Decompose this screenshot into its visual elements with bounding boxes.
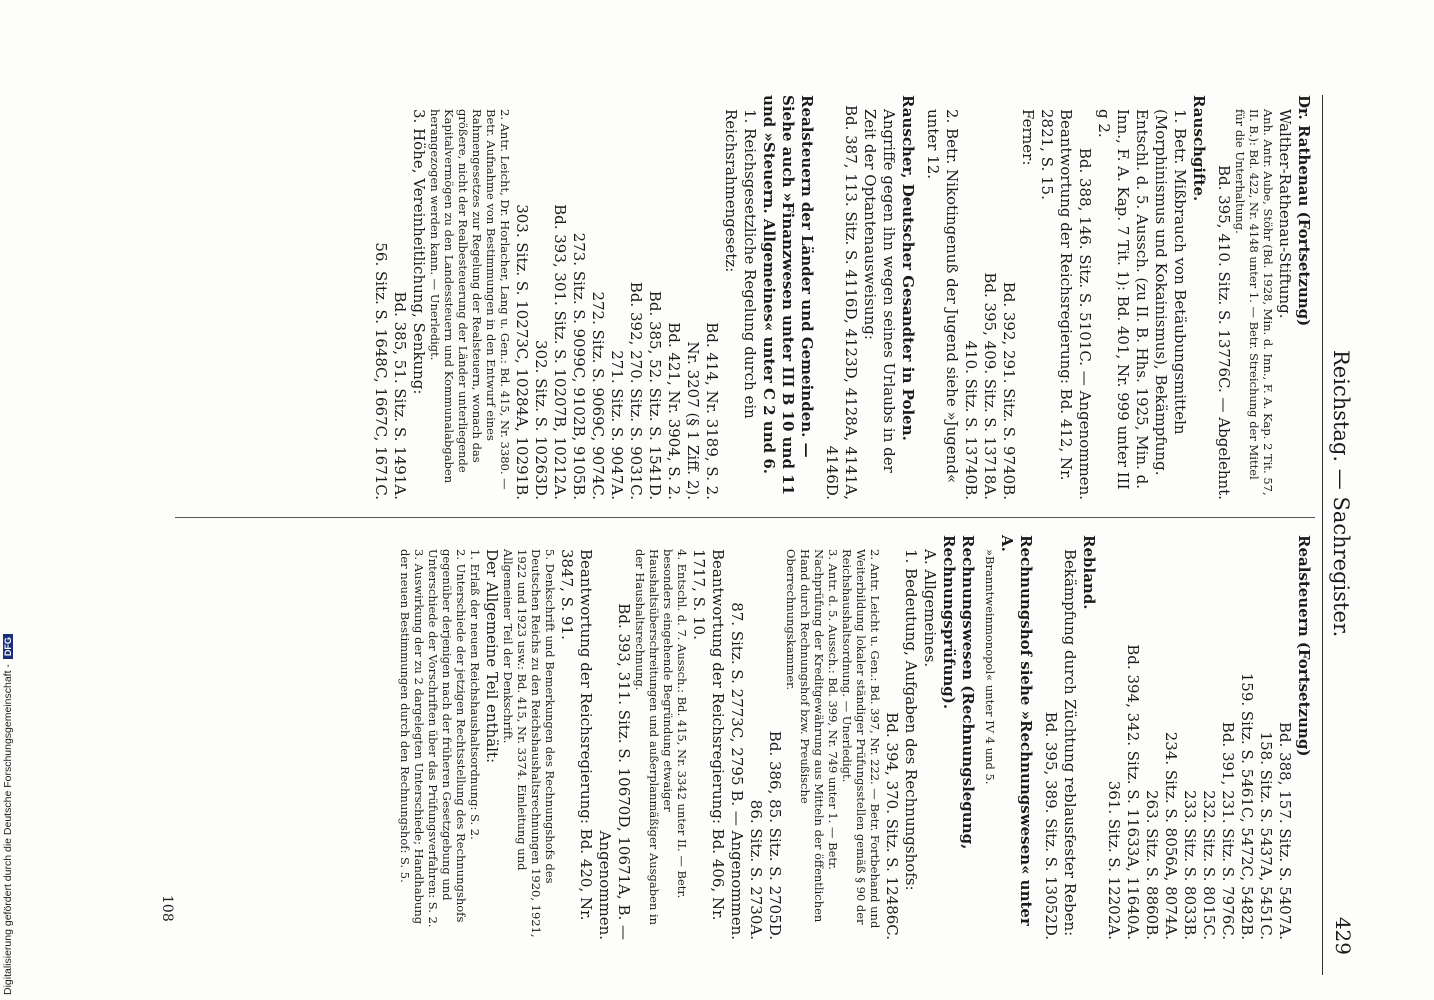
entry-line: 158. Sitz. S. 5437A, 5451C.	[1257, 731, 1275, 940]
register-entry	[923, 95, 1208, 500]
entry-line: Bd. 392, 270. Sitz. S. 9031C.	[627, 281, 645, 500]
entry-line: Bd. 385, 51. Sitz. S. 1491A.	[391, 291, 409, 500]
dfg-logo: DFG	[3, 634, 13, 659]
entry-heading: Dr. Rathenau (Fortsetzung)	[1295, 95, 1313, 327]
entry-line: Angriffe gegen ihn wegen seines Urlaubs in der Zeit der Optantenausweisung:	[861, 109, 898, 473]
entry-line: Walther-Rathenau-Stiftung.	[1276, 109, 1294, 319]
entry-line: Bd. 394, 370. Sitz. S. 12486C.	[883, 712, 901, 940]
entry-line: 303. Sitz. S. 10273C, 10284A, 10291B.	[513, 204, 531, 500]
register-entry	[1214, 95, 1313, 500]
entry-heading: Rauschgifte.	[1190, 95, 1208, 202]
entry-line: 2. Antr. Leicht u. Gen.: Bd. 397, Nr. 222. — Betr. Fortbehand und Weiterbildung lokaler ständiger Prüfungsstellen gemäß § 90 der Reichshaushaltsordnung. — Unerledigt.	[840, 549, 882, 929]
entry-line: Bd. 391, 231. Sitz. S. 7976C.	[1219, 721, 1237, 940]
entry-line: Beantwortung der Reichsregierung: Bd. 406, Nr. 1717, S. 10.	[690, 549, 727, 921]
running-header: Reichstag. — Sachregister.	[1329, 350, 1353, 638]
page-number: 429	[1331, 916, 1355, 955]
entry-line: Bd. 395, 389. Sitz. S. 13052D.	[1042, 711, 1060, 940]
left-column	[365, 95, 1313, 500]
entry-line: Bd. 388, 157. Sitz. S. 5407A.	[1276, 721, 1294, 940]
entry-line: 2. Antr. Leicht, Dr. Horlacher, Lang u. Gen.: Bd. 415, Nr. 3380. — Betr. Aufnahme von Bestimmungen in den Entwurf eines Rahmengesetzes zur Regelung der Realsteuern, wonach das größere, nicht der Realbesteuerung der Länder unterliegende Kapitalvermögen zu den Landessteuern und Kommunalabgaben herangezogen werden kann. — Unerledigt.	[428, 109, 512, 490]
entry-line: 410. Sitz. S. 13740B.	[962, 340, 980, 500]
entry-heading: Rechnungswesen (Rechnungslegung, Rechnungsprüfung).	[940, 535, 977, 850]
entry-line: 3. Antr. d. 5. Aussch.: Bd. 399, Nr. 749 unter 1. — Betr. Nachprüfung der Kreditgewährung aus Mitteln der öffentlichen Hand durch Rechnungshof bzw. Preußische Oberrechnungskammer.	[784, 549, 840, 923]
entry-line: 263. Sitz. S. 8860B.	[1143, 790, 1161, 940]
entry-heading: Rauscher, Deutscher Gesandter in Polen.	[899, 95, 917, 441]
register-entry	[983, 535, 1035, 940]
entry-line: Bd. 392, 291. Sitz. S. 9740B.	[1000, 281, 1018, 500]
entry-line: 3. Auswirkung der zu 2 dargelegten Unterschiede; Handhabung der neuen Bestimmungen durch den Rechnungshof: S. 5.	[398, 549, 426, 925]
entry-line: 233. Sitz. S. 8033B.	[1181, 790, 1199, 940]
entry-line: Bd. 421, Nr. 3904, S. 2.	[665, 322, 683, 500]
entry-heading: Realsteuern der Länder und Gemeinden. — Siehe auch »Finanzwesen unter III B 10 und 11 und »Steuern. Allgemeines« unter C 2 und 6.	[760, 95, 816, 496]
entry-line: Bd. 388, 146. Sitz. S. 5101C. — Angenommen.	[1076, 147, 1094, 500]
column-divider	[175, 517, 1315, 518]
header-rule	[1322, 95, 1323, 975]
entry-line: Anh. Antr. Aube, Stöhr (Bd. 1928, Min. d. Inn., F. A. Kap. 2 Tit. 57, II. B.): Bd. 422, Nr. 4148 unter 1. — Betr. Streichung der Mittel für die Unterhaltung.	[1233, 109, 1275, 496]
register-entry	[1041, 535, 1098, 940]
entry-line: Entschl. d. 5. Aussch. (zu II. B. Hhs. 1925, Min. d. Inn., F. A. Kap. 7 Tit. 1): Bd. 401, Nr. 999 unter III g 2.	[1095, 109, 1151, 490]
digitization-footer	[2, 0, 14, 995]
entry-line: »Branntweinmonopol« unter IV 4 und 5.	[983, 549, 997, 785]
entry-line: A. Allgemeines.	[921, 549, 939, 668]
entry-line: 1. Erlaß der neuen Reichshaushaltsordnung: S. 2.	[468, 549, 482, 840]
entry-line: 1. Bedeutung, Aufgaben des Rechnungshofs:	[902, 549, 920, 891]
entry-line: 1. Betr. Mißbrauch von Betäubungsmitteln (Morphinismus und Kokainismus), Bekämpfung.	[1152, 109, 1189, 476]
entry-heading: Rebland.	[1080, 535, 1098, 610]
entry-line: Bd. 385, 52. Sitz. S. 1541D.	[646, 290, 664, 500]
entry-line: Bekämpfung durch Züchtung reblausfester Reben:	[1061, 549, 1079, 937]
entry-line: Bd. 386, 85. Sitz. S. 2705D.	[766, 730, 784, 940]
entry-line: 234. Sitz. S. 8056A, 8074A.	[1162, 731, 1180, 940]
entry-line: 159. Sitz. S. 5461C, 5472C, 5482B.	[1238, 672, 1256, 940]
register-entry	[398, 535, 977, 940]
entry-line: Beantwortung der Reichsregierung: Bd. 412, Nr. 2821, S. 15.	[1038, 109, 1075, 481]
bottom-page-number: 108	[159, 895, 175, 922]
entry-line: Bd. 395, 410. Sitz. S. 13776C. — Abgelehnt.	[1215, 165, 1233, 500]
entry-line: 86. Sitz. S. 2730A.	[747, 799, 765, 940]
entry-line: 273. Sitz. S. 9099C, 9102B, 9105B.	[570, 232, 588, 500]
register-entry	[371, 95, 816, 500]
entry-line: 4. Entschl. d. 7. Aussch.: Bd. 415, Nr. 3342 unter II. — Betr. besonders eingehende Begründung etwaiger Haushaltsüberschreitungen und außerplanmäßiger Ausgaben in der Haushaltsrechnung.	[633, 549, 689, 926]
entry-line: Bd. 393, 311. Sitz. S. 10670D, 10671A, B. — Angenommen.	[596, 603, 633, 940]
register-entry	[1104, 535, 1313, 940]
entry-line: 87. Sitz. S. 2773C, 2795 B. — Angenommen.	[728, 602, 746, 940]
register-entry	[822, 95, 917, 500]
entry-line: Ferner:	[1019, 109, 1037, 166]
entry-line: 232. Sitz. S. 8015C.	[1200, 790, 1218, 940]
entry-line: Bd. 394, 342. Sitz. S. 11633A, 11640A.	[1124, 644, 1142, 940]
entry-line: Bd. 395, 409. Sitz. S. 13718A.	[981, 272, 999, 500]
entry-line: 302. Sitz. S. 10263D.	[532, 340, 550, 500]
entry-line: 2. Unterschiede der jetzigen Rechtsstellung des Rechnungshofs gegenüber derjenigen nach der früheren Gesetzgebung und Unterschiede der Vorschriften über das Prüfungsverfahren: S. 2.	[426, 549, 468, 928]
entry-heading: Realsteuern (Fortsetzung)	[1295, 535, 1313, 757]
entry-line: Der Allgemeine Teil enthält:	[483, 549, 501, 764]
entry-line: 5. Denkschrift und Bemerkungen des Rechnungshofs des Deutschen Reichs zu den Reichshaushaltsrechnungen 1920, 1921, 1922 und 1923 usw.: Bd. 415, Nr. 3374. Einleitung und Allgemeiner Teil der Denkschrift.	[501, 549, 557, 938]
entry-heading: Rechnungshof siehe »Rechnungswesen« unter A.	[998, 535, 1035, 926]
footer-text: Digitalisierung gefördert durch die Deutsche Forschungsgemeinschaft -	[2, 664, 14, 995]
entry-line: 1. Reichsgesetzliche Regelung durch ein Reichsrahmengesetz:	[722, 109, 759, 419]
entry-line: 2. Betr. Nikotingenuß der Jugend siehe »Jugend« unter 12.	[924, 109, 961, 484]
entry-line: Bd. 393, 301. Sitz. S. 10207B, 10212A.	[551, 204, 569, 500]
entry-line: 56. Sitz. S. 1648C, 1667C, 1671C.	[372, 242, 390, 500]
right-column	[392, 535, 1313, 940]
register-page	[110, 95, 1355, 975]
entry-line: 361. Sitz. S. 12202A.	[1105, 780, 1123, 940]
entry-line: Beantwortung der Reichsregierung: Bd. 420, Nr. 3847, S. 91.	[558, 549, 595, 921]
entry-line: Bd. 387, 113. Sitz. S. 4116D, 4123D, 4128A, 4141A, 4146D.	[823, 104, 860, 500]
entry-line: 272. Sitz. S. 9069C, 9074C.	[589, 291, 607, 500]
entry-line: 3. Höhe, Vereinheitlichung, Senkung:	[410, 109, 428, 395]
entry-line: 271. Sitz. S. 9047A.	[608, 350, 626, 500]
entry-line: Bd. 414, Nr. 3189, S. 2.	[703, 322, 721, 500]
entry-line: Nr. 3207 (§ 1 Ziff. 2).	[684, 341, 702, 500]
